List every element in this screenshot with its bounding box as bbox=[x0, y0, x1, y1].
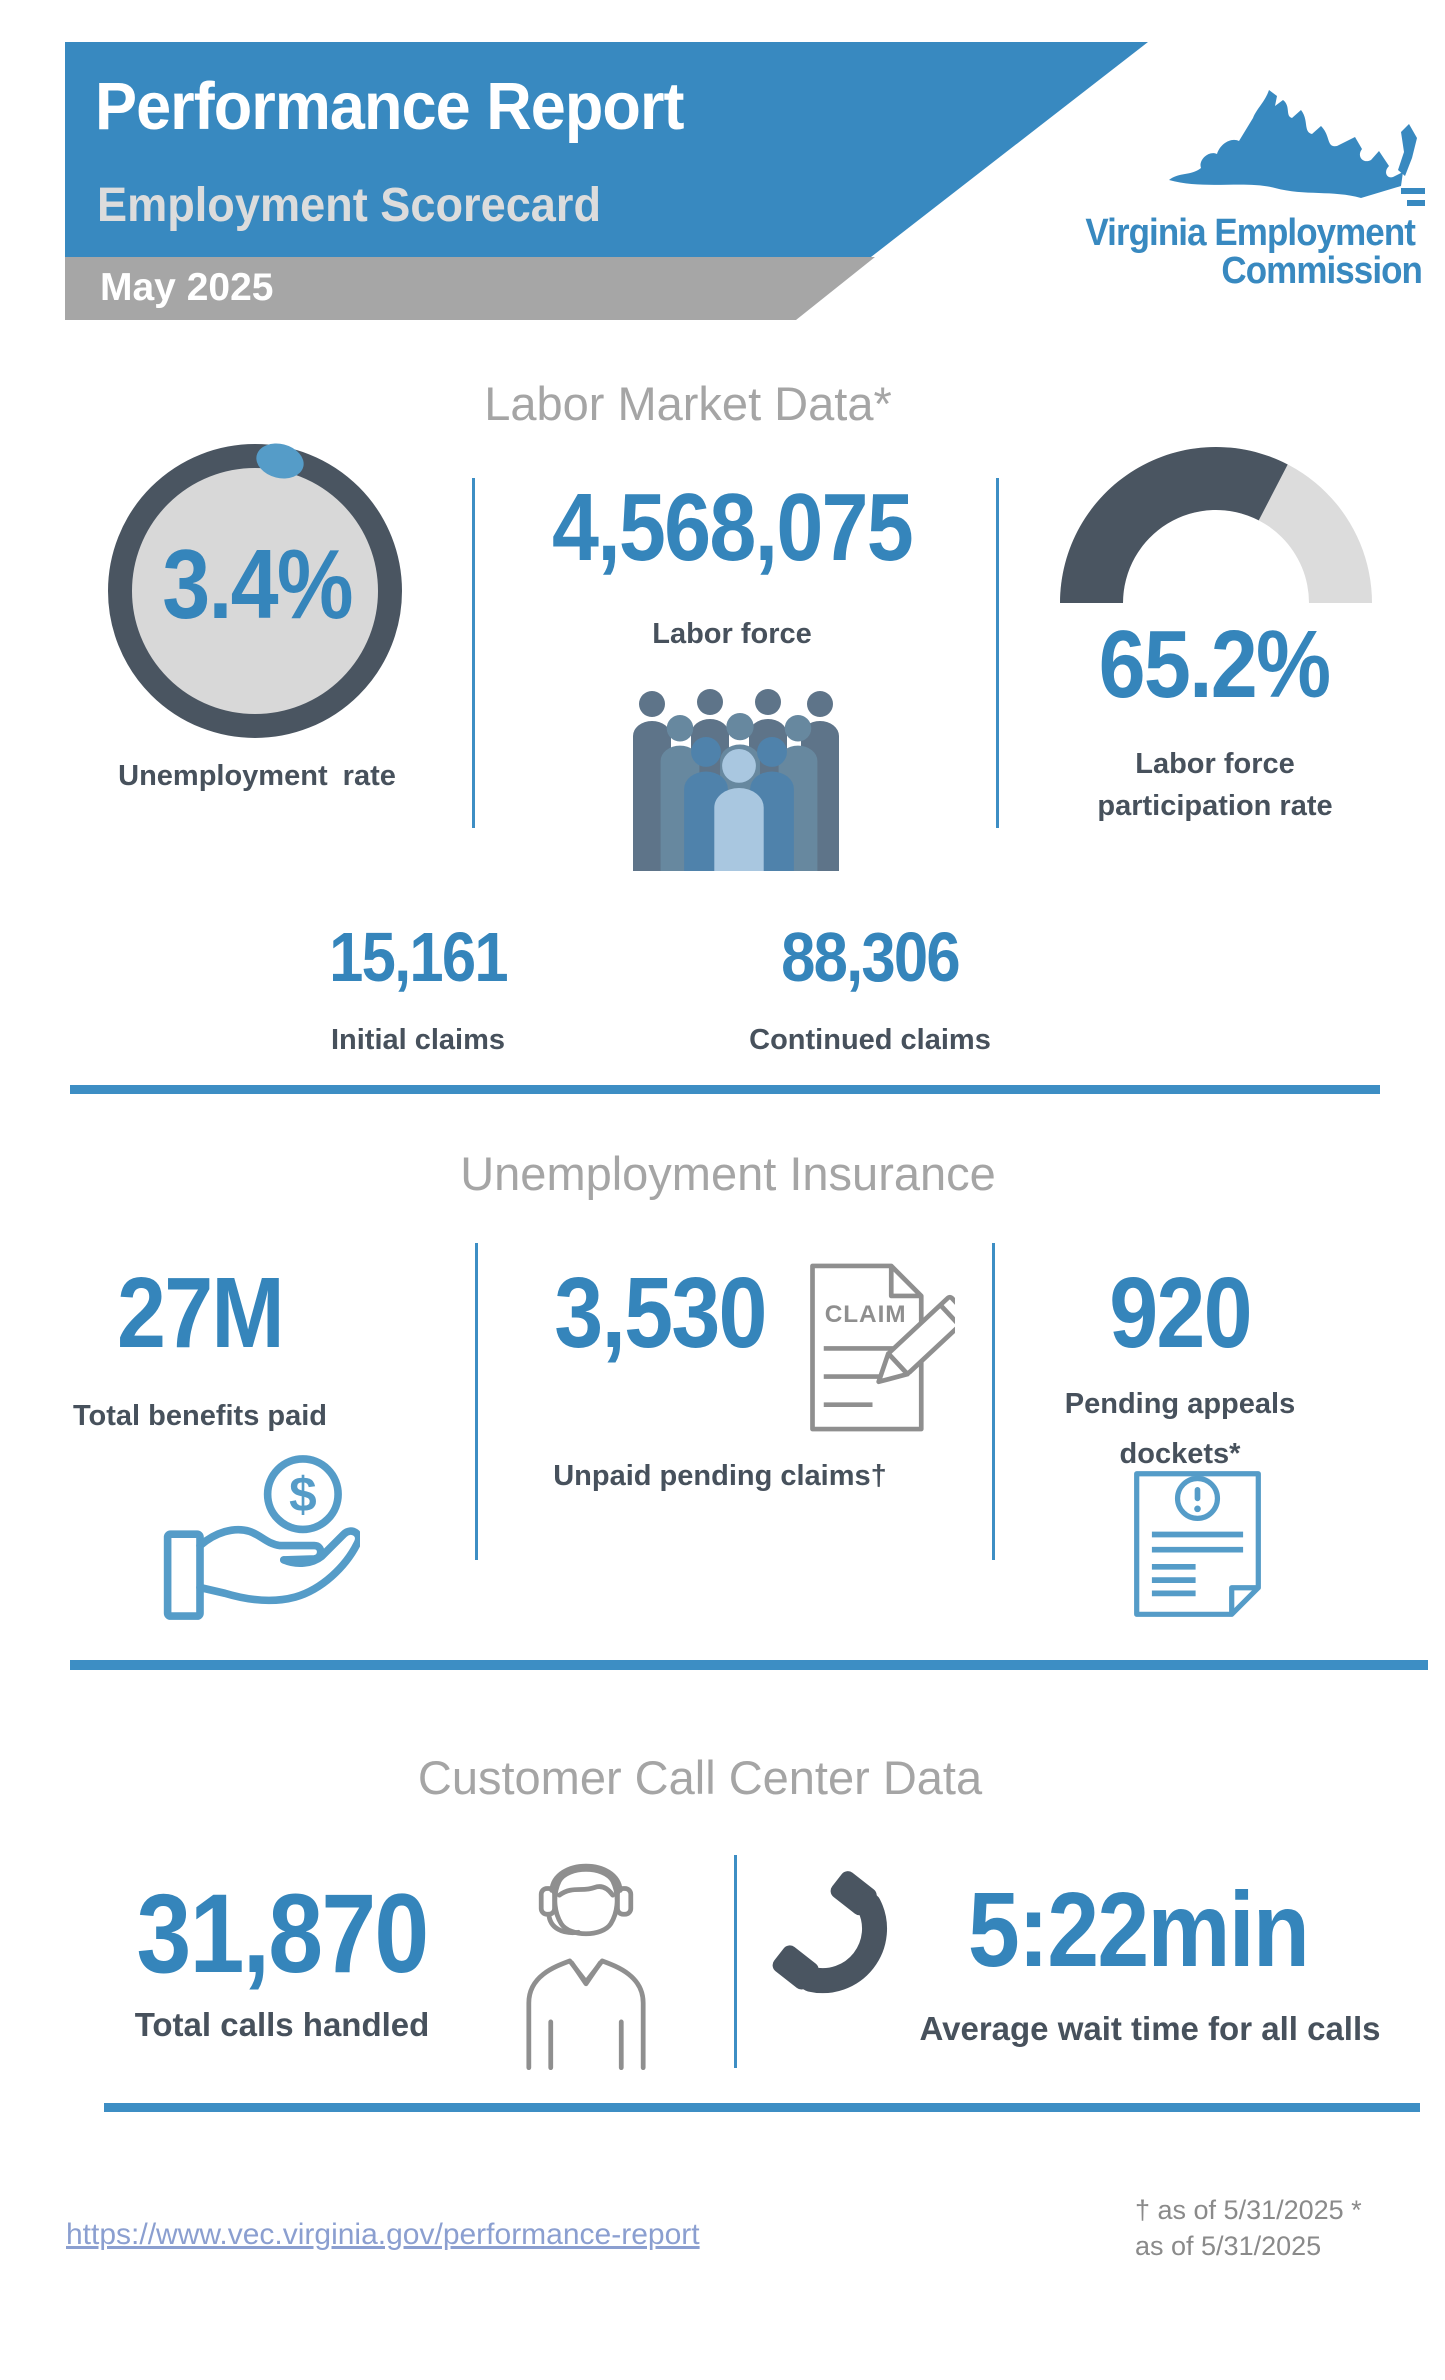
dollar-sign: $ bbox=[289, 1467, 317, 1523]
wait-time-label: Average wait time for all calls bbox=[919, 2010, 1381, 2047]
unemployment-rate-value: 3.4% bbox=[162, 529, 352, 639]
report-date: May 2025 bbox=[100, 266, 274, 309]
section-title-labor-market: Labor Market Data* bbox=[484, 377, 892, 430]
claim-word: CLAIM bbox=[824, 1301, 907, 1329]
footnotes bbox=[1135, 2192, 1362, 2264]
pending-appeals-value: 920 bbox=[1109, 1257, 1251, 1369]
section-title-call-center: Customer Call Center Data bbox=[417, 1751, 983, 1804]
divider-horizontal-1 bbox=[70, 1085, 1380, 1094]
section-title-unemployment-insurance: Unemployment Insurance bbox=[460, 1147, 996, 1200]
money-hand-icon bbox=[160, 1452, 360, 1624]
unpaid-claims-value: 3,530 bbox=[554, 1257, 766, 1369]
participation-label-line2: participation rate bbox=[1097, 790, 1333, 822]
participation-rate-gauge bbox=[1058, 445, 1374, 605]
total-calls-value: 31,870 bbox=[136, 1871, 428, 1996]
page-subtitle: Employment Scorecard bbox=[97, 179, 602, 232]
total-calls-label: Total calls handled bbox=[134, 2006, 430, 2043]
participation-rate-value: 65.2% bbox=[1098, 611, 1330, 718]
divider-horizontal-3 bbox=[104, 2103, 1420, 2112]
logo-text-line1: Virginia Employment bbox=[1085, 212, 1415, 254]
initial-claims-value: 15,161 bbox=[329, 918, 507, 996]
participation-label-line1: Labor force bbox=[1135, 748, 1295, 780]
labor-force-value: 4,568,075 bbox=[551, 474, 912, 581]
initial-claims-label: Initial claims bbox=[330, 1024, 506, 1056]
continued-claims-value: 88,306 bbox=[781, 918, 959, 996]
footnote-line1: † as of 5/31/2025 * bbox=[1135, 2195, 1362, 2225]
pending-appeals-label-line1: Pending appeals bbox=[1064, 1388, 1296, 1420]
benefits-paid-value: 27M bbox=[117, 1257, 283, 1369]
pending-appeals-label-line2: dockets* bbox=[1119, 1438, 1241, 1470]
footnote-line2: as of 5/31/2025 bbox=[1135, 2231, 1322, 2261]
virginia-state-icon bbox=[1165, 80, 1427, 216]
divider-horizontal-2 bbox=[70, 1660, 1428, 1670]
labor-force-label: Labor force bbox=[652, 618, 812, 650]
labor-force-people-icon bbox=[622, 675, 842, 871]
continued-claims-label: Continued claims bbox=[749, 1024, 991, 1056]
unpaid-claims-label: Unpaid pending claims† bbox=[553, 1460, 887, 1492]
logo-text-line2: Commission bbox=[1221, 250, 1422, 292]
benefits-paid-label: Total benefits paid bbox=[72, 1400, 328, 1432]
appeals-docket-icon bbox=[1130, 1468, 1265, 1620]
page-title: Performance Report bbox=[95, 69, 684, 144]
wait-time-value: 5:22min bbox=[967, 1871, 1309, 1989]
divider-vertical-5 bbox=[734, 1855, 737, 2068]
performance-report-link[interactable]: https://www.vec.virginia.gov/performance-report bbox=[66, 2218, 700, 2251]
unemployment-rate-label: Unemployment rate bbox=[118, 760, 396, 792]
call-agent-headset-icon bbox=[505, 1848, 667, 2070]
